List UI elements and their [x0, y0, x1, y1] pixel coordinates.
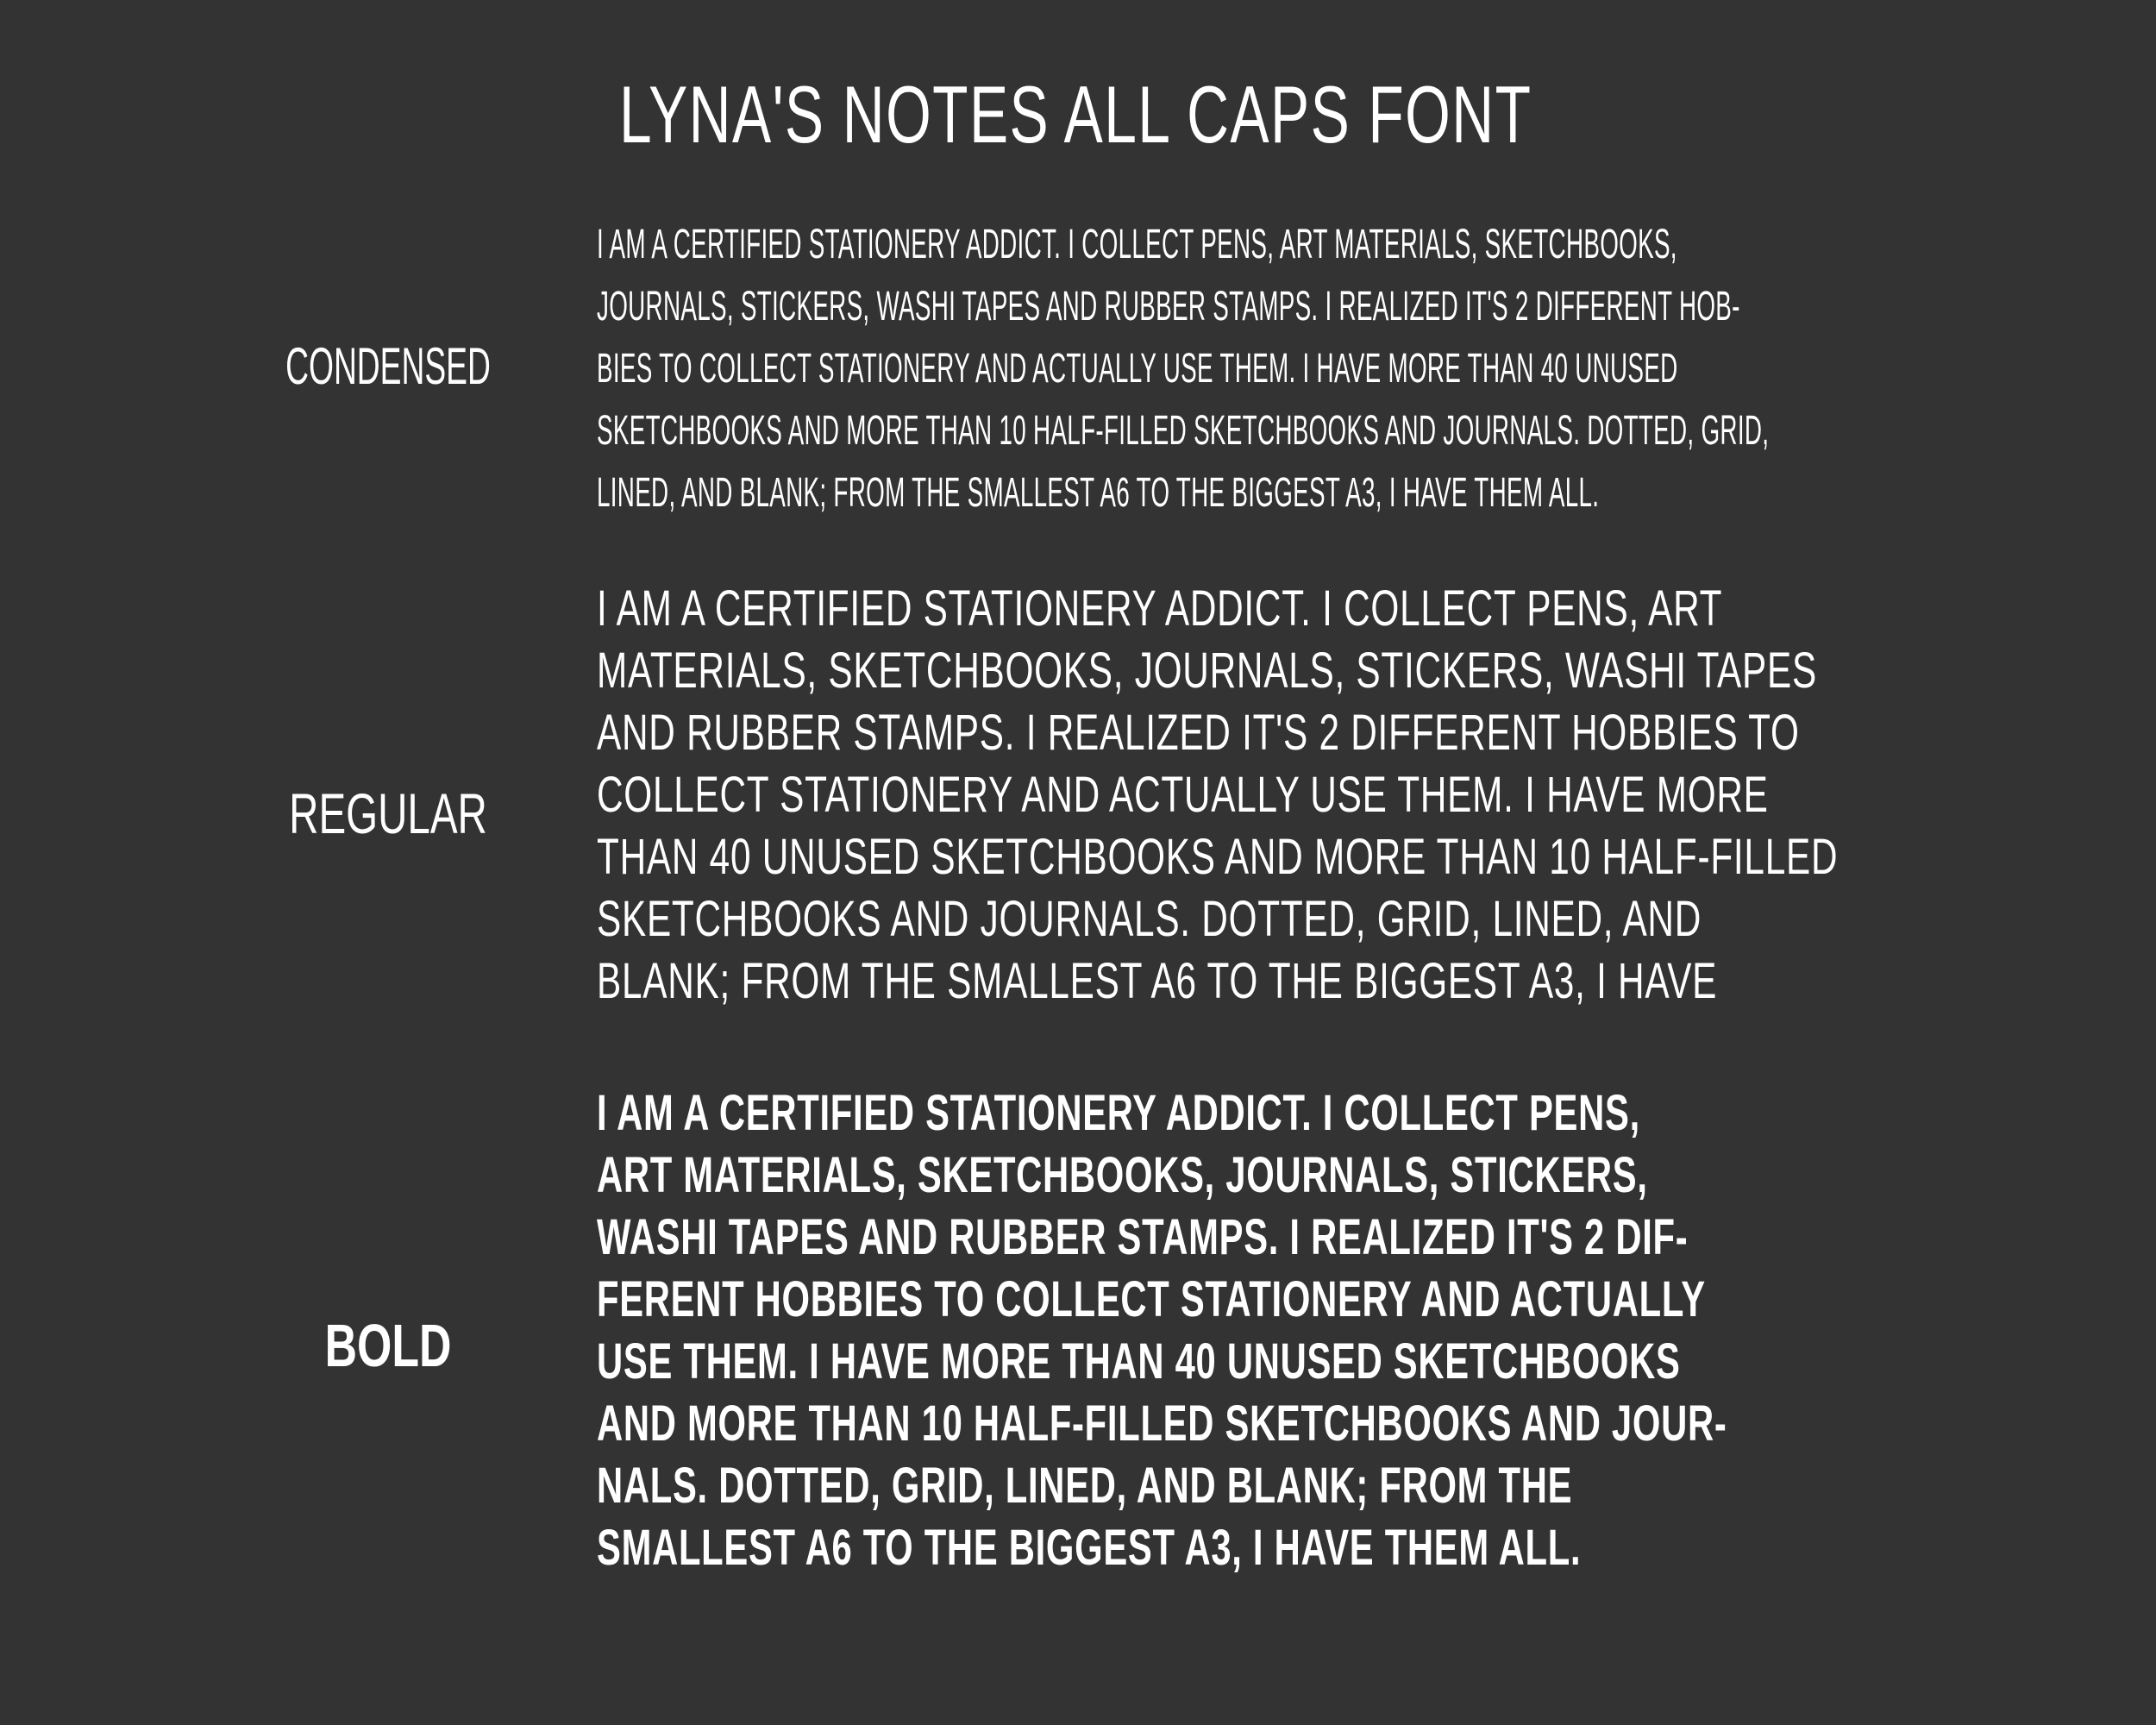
sample-line: I AM A CERTIFIED STATIONERY ADDICT. I COLLECT PENS, ART [597, 580, 1723, 637]
sample-line: ART MATERIALS, SKETCHBOOKS, JOURNALS, STICKERS, [597, 1147, 1648, 1203]
sample-line: I AM A CERTIFIED STATIONERY ADDICT. I COLLECT PENS, [597, 1085, 1640, 1141]
sample-line: NALS. DOTTED, GRID, LINED, AND BLANK; FROM THE [597, 1458, 1573, 1514]
label-bold: BOLD [324, 1312, 452, 1379]
sample-text-regular [597, 578, 2156, 1013]
sample-line: COLLECT STATIONERY AND ACTUALLY USE THEM. I HAVE MORE [597, 767, 1769, 823]
sample-line: JOURNALS, STICKERS, WASHI TAPES AND RUBBER STAMPS. I REALIZED IT'S 2 DIFFERENT HOB- [597, 284, 1740, 329]
sample-line: LINED, AND BLANK; FROM THE SMALLEST A6 TO THE BIGGEST A3, I HAVE THEM ALL. [597, 470, 1600, 516]
sample-line: SKETCHBOOKS AND MORE THAN 10 HALF-FILLED SKETCHBOOKS AND JOURNALS. DOTTED, GRID, [597, 408, 1770, 454]
label-condensed: CONDENSED [285, 337, 491, 395]
label-regular: REGULAR [289, 781, 487, 845]
sample-line: I AM A CERTIFIED STATIONERY ADDICT. I COLLECT PENS, ART MATERIALS, SKETCHBOOKS, [597, 222, 1677, 267]
sample-line: BIES TO COLLECT STATIONERY AND ACTUALLY USE THEM. I HAVE MORE THAN 40 UNUSED [597, 346, 1678, 392]
sample-line: SMALLEST A6 TO THE BIGGEST A3, I HAVE THEM ALL. [597, 1520, 1582, 1576]
sample-line: USE THEM. I HAVE MORE THAN 40 UNUSED SKETCHBOOKS [597, 1333, 1681, 1389]
sample-line: BLANK; FROM THE SMALLEST A6 TO THE BIGGEST A3, I HAVE [597, 953, 1718, 1009]
sample-line: THAN 40 UNUSED SKETCHBOOKS AND MORE THAN 10 HALF-FILLED [597, 829, 1839, 885]
sample-line: MATERIALS, SKETCHBOOKS, JOURNALS, STICKERS, WASHI TAPES [597, 643, 1817, 699]
sample-line: AND MORE THAN 10 HALF-FILLED SKETCHBOOKS AND JOUR- [597, 1396, 1727, 1452]
sample-line: SKETCHBOOKS AND JOURNALS. DOTTED, GRID, LINED, AND [597, 891, 1702, 947]
sample-line: WASHI TAPES AND RUBBER STAMPS. I REALIZED IT'S 2 DIF- [597, 1209, 1689, 1265]
sample-text-condensed [597, 214, 2156, 524]
page-title: LYNA'S NOTES ALL CAPS FONT [619, 69, 1532, 160]
sample-text-bold [597, 1082, 2156, 1579]
sample-line: FERENT HOBBIES TO COLLECT STATIONERY AND ACTUALLY [597, 1271, 1706, 1327]
sample-line: AND RUBBER STAMPS. I REALIZED IT'S 2 DIFFERENT HOBBIES TO [597, 705, 1800, 761]
